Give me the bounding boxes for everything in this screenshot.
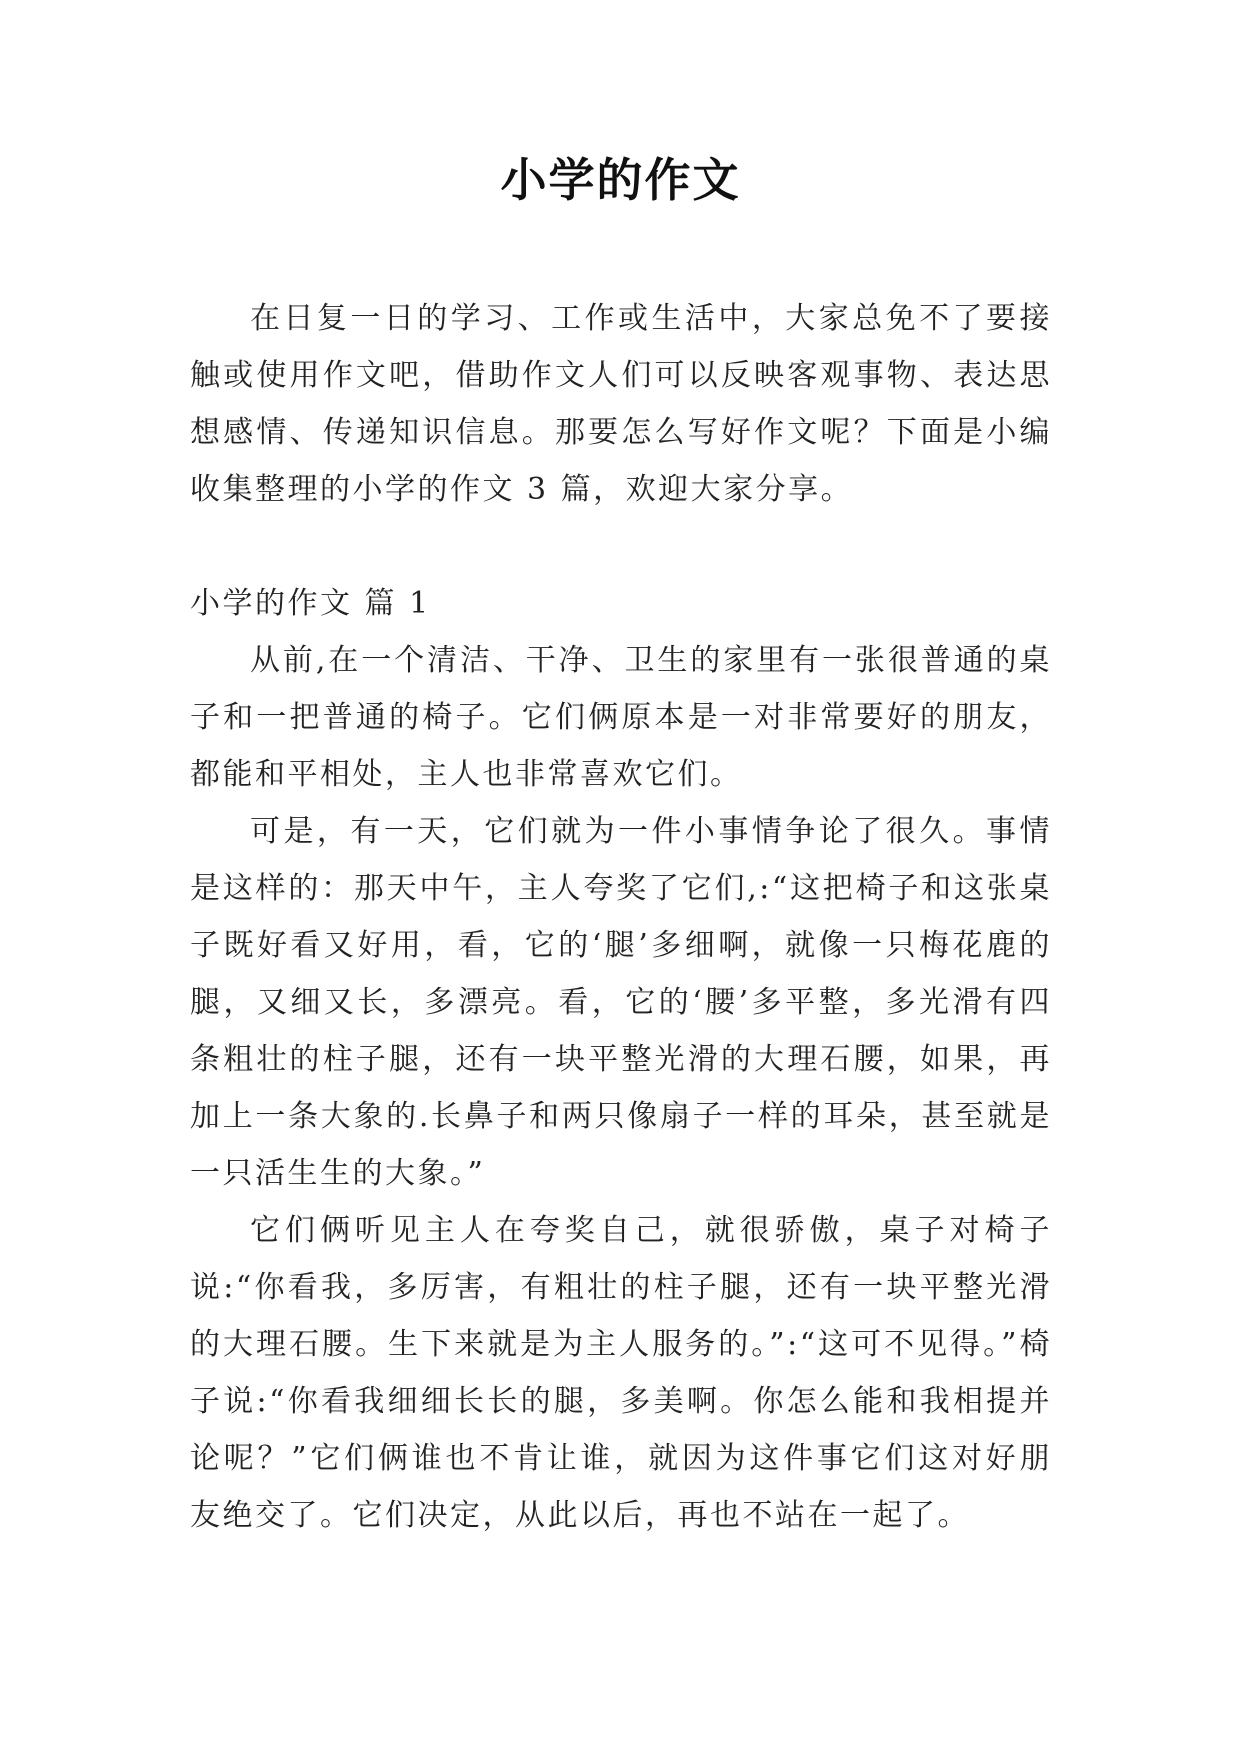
body-paragraph-2: 可是，有一天，它们就为一件小事情争论了很久。事情是这样的：那天中午，主人夸奖了它们,:“这把椅子和这张桌子既好看又好用，看，它的‘腿’多细啊，就像一只梅花鹿的腿，又细又长，多漂亮。看，它的‘腰’多平整，多光滑有四条粗壮的柱子腿，还有一块平整光滑的大理石腰，如果，再加上一条大象的.长鼻子和两只像扇子一样的耳朵，甚至就是一只活生生的大象。”	[190, 814, 1052, 1191]
body-paragraph-3: 它们俩听见主人在夸奖自己，就很骄傲，桌子对椅子说:“你看我，多厉害，有粗壮的柱子腿，还有一块平整光滑的大理石腰。生下来就是为主人服务的。”:“这可不见得。”椅子说:“你看我细细长长的腿，多美啊。你怎么能和我相提并论呢？”它们俩谁也不肯让谁，就因为这件事它们这对好朋友绝交了。它们决定，从此以后，再也不站在一起了。	[190, 1213, 1052, 1533]
intro-paragraph: 在日复一日的学习、工作或生活中，大家总免不了要接触或使用作文吧，借助作文人们可以反映客观事物、表达思想感情、传递知识信息。那要怎么写好作文呢？下面是小编收集整理的小学的作文 3 篇，欢迎大家分享。	[190, 301, 1052, 507]
body-paragraph-1: 从前,在一个清洁、干净、卫生的家里有一张很普通的桌子和一把普通的椅子。它们俩原本是一对非常要好的朋友，都能和平相处，主人也非常喜欢它们。	[190, 643, 1052, 792]
document-title: 小学的作文	[500, 153, 741, 207]
document-body	[190, 290, 1052, 1544]
section-heading: 小学的作文 篇 1	[190, 586, 431, 621]
